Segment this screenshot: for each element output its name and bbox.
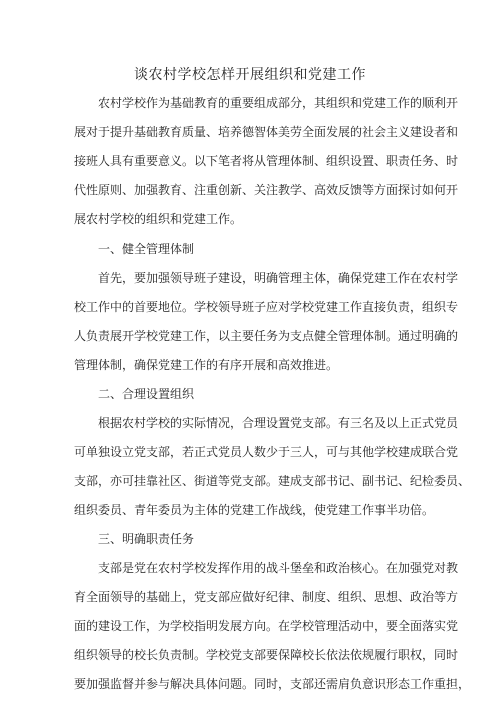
intro-line: 农村学校作为基础教育的重要组成部分，其组织和党建工作的顺利开: [98, 96, 459, 110]
intro-line: 展农村学校的组织和党建工作。: [74, 212, 243, 226]
intro-line: 接班人具有重要意义。以下笔者将从管理体制、组织设置、职责任务、时: [74, 154, 459, 168]
section-line: 育全面领导的基础上，党支部应做好纪律、制度、组织、思想、政治等方: [74, 590, 459, 604]
section-line: 要加强监督并参与解决具体问题。同时，支部还需肩负意识形态工作重担，: [74, 677, 471, 691]
section-heading: 二、合理设置组织: [98, 387, 195, 401]
section-heading: 一、健全管理体制: [98, 242, 195, 256]
section-line: 面的建设工作，为学校指明发展方向。在学校管理活动中，要全面落实党: [74, 619, 459, 633]
section-line: 支部是党在农村学校发挥作用的战斗堡垒和政治核心。在加强党对教: [98, 561, 459, 575]
section-line: 组织委员、青年委员为主体的党建工作战线，使党建工作事半功倍。: [74, 503, 435, 517]
section-line: 人负责展开学校党建工作，以主要任务为支点健全管理体制。通过明确的: [74, 329, 459, 343]
section-line: 可单独设立党支部，若正式党员人数少于三人，可与其他学校建成联合党: [74, 445, 459, 459]
section-line: 管理体制，确保党建工作的有序开展和高效推进。: [74, 358, 339, 372]
section-line: 首先，要加强领导班子建设，明确管理主体，确保党建工作在农村学: [98, 271, 459, 285]
section-heading: 三、明确职责任务: [98, 532, 195, 546]
section-line: 组织领导的校长负责制。学校党支部要保障校长依法依规履行职权，同时: [74, 648, 459, 662]
document-title: 谈农村学校怎样开展组织和党建工作: [134, 67, 366, 83]
intro-line: 代性原则、加强教育、注重创新、关注教学、高效反馈等方面探讨如何开: [74, 183, 459, 197]
intro-line: 展对于提升基础教育质量、培养德智体美劳全面发展的社会主义建设者和: [74, 125, 459, 139]
section-line: 根据农村学校的实际情况，合理设置党支部。有三名及以上正式党员: [98, 416, 459, 430]
section-line: 校工作中的首要地位。学校领导班子应对学校党建工作直接负责，组织专: [74, 300, 459, 314]
section-line: 支部，亦可挂靠社区、街道等党支部。建成支部书记、副书记、纪检委员、: [74, 474, 471, 488]
